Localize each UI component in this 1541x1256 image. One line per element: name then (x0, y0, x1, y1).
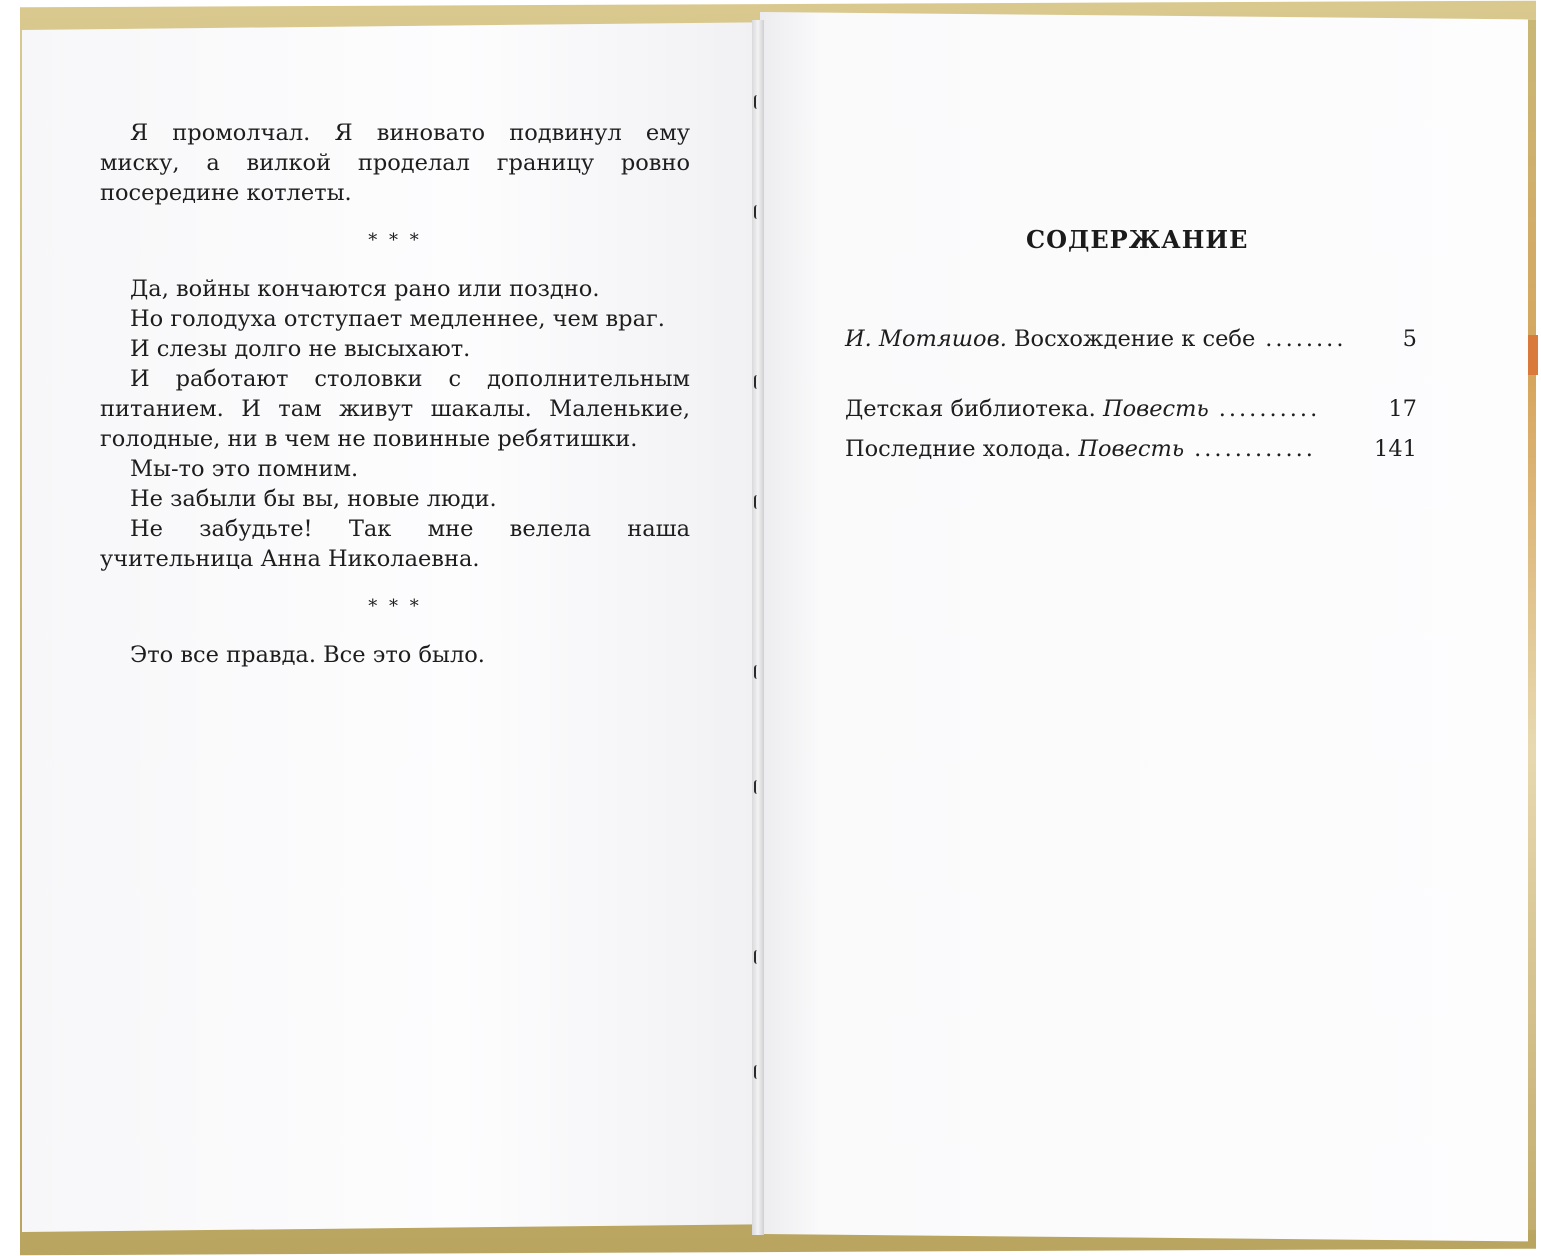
binding-stitch (754, 95, 764, 109)
toc-page-number: 141 (1374, 436, 1417, 462)
toc-entry-title: Детская библиотека. (845, 396, 1096, 422)
section-separator: * * * (368, 596, 422, 617)
paragraph: Да, войны кончаются рано или поздно. (130, 276, 600, 302)
toc-entry-genre: Повесть (1102, 396, 1209, 422)
toc-entry-title: Восхождение к себе (1014, 326, 1256, 352)
section-separator: * * * (368, 230, 422, 251)
binding-stitch (754, 375, 764, 389)
paragraph: Но голодуха отступает медленнее, чем враг. (130, 306, 665, 332)
paragraph: Не забудьте! Так мне велела наша учительница Анна Николаевна. (100, 516, 690, 572)
toc-page-number: 5 (1402, 326, 1417, 352)
toc-page-number: 17 (1388, 396, 1417, 422)
toc-entry (845, 396, 1417, 422)
toc-entry-genre: Повесть (1078, 436, 1185, 462)
toc-leader-dots: ........ (1265, 326, 1347, 352)
binding-stitch (754, 495, 764, 509)
toc-entry-title: Последние холода. (845, 436, 1072, 462)
toc-entry (845, 326, 1417, 352)
toc-entry-author: И. Мотяшов. (845, 326, 1007, 352)
paragraph: И работают столовки с дополнительным питанием. И там живут шакалы. Маленькие, голодные, ни в чем не повинные ребятишки. (100, 366, 690, 452)
binding-stitch (754, 950, 764, 964)
binding-stitch (754, 665, 764, 679)
toc-entry (845, 436, 1417, 462)
book-spine (752, 20, 764, 1235)
right-page (760, 12, 1528, 1241)
paragraph: И слезы долго не высыхают. (130, 336, 471, 362)
binding-stitch (754, 205, 764, 219)
left-page-text (100, 118, 690, 670)
toc-leader-dots: ............ (1194, 436, 1316, 462)
paragraph: Я промолчал. Я виновато подвинул ему миску, а вилкой проделал границу ровно посередине котлеты. (100, 120, 690, 206)
paragraph: Это все правда. Все это было. (130, 642, 485, 668)
binding-stitch (754, 1065, 764, 1079)
contents-title: СОДЕРЖАНИЕ (1026, 225, 1249, 254)
paragraph: Не забыли бы вы, новые люди. (130, 486, 497, 512)
paragraph: Мы-то это помним. (130, 456, 359, 482)
binding-stitch (754, 780, 764, 794)
toc-leader-dots: .......... (1218, 396, 1321, 422)
